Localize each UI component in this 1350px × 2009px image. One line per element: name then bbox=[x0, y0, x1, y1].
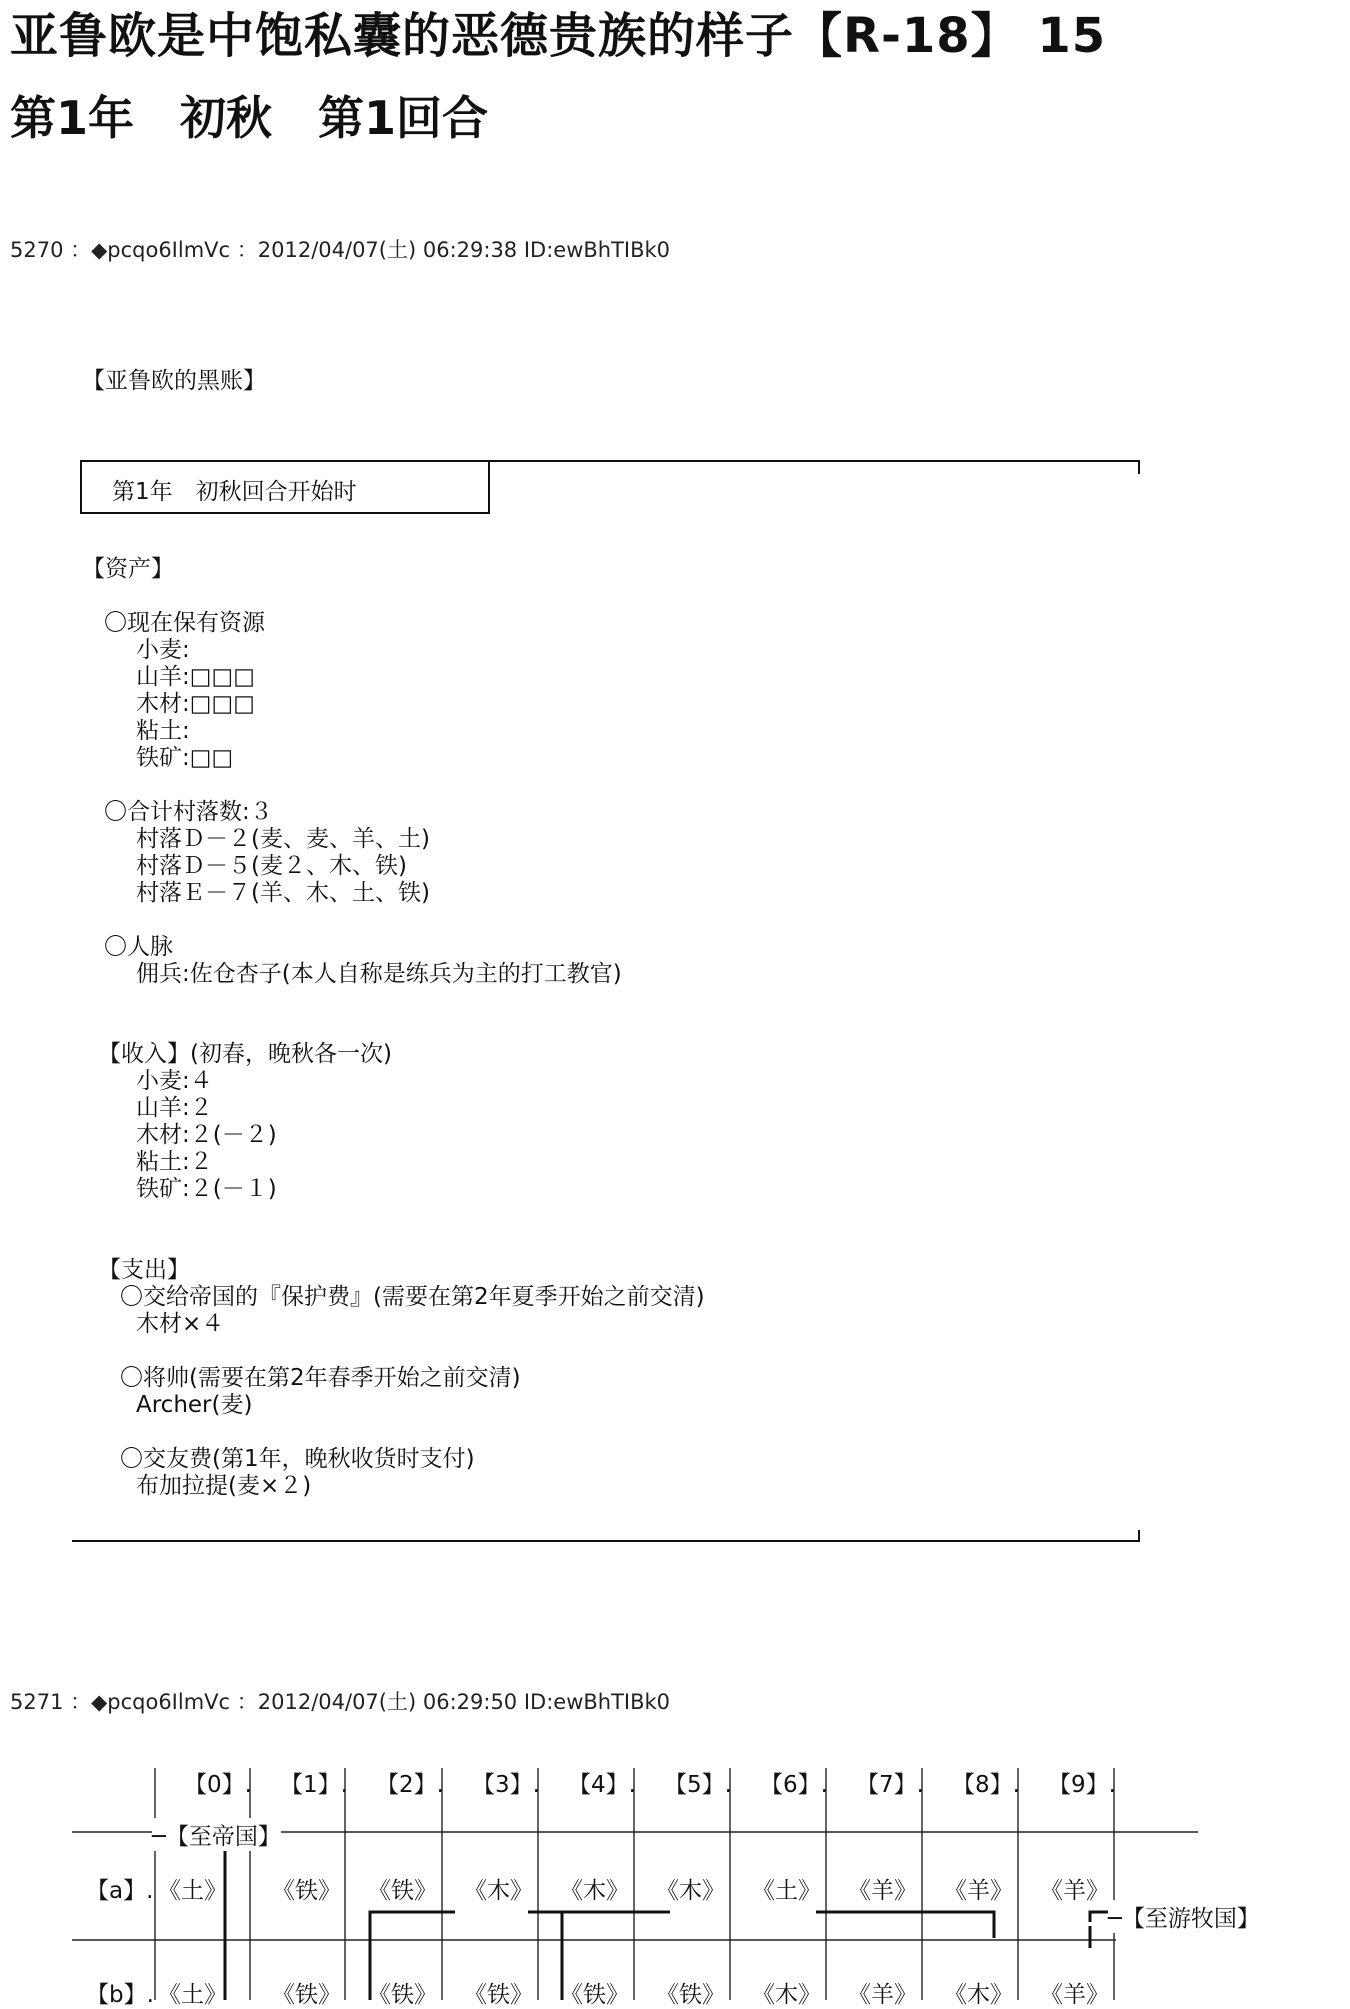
expense-title: 〇交给帝国的『保护费』(需要在第2年夏季开始之前交清) bbox=[120, 1284, 705, 1310]
map-cell: 《羊》 bbox=[944, 1878, 1013, 1904]
map-col-label: 【0】. bbox=[184, 1772, 252, 1798]
map-cell: 《铁》 bbox=[272, 1982, 341, 2008]
box-bottom-border bbox=[72, 1540, 1140, 1542]
village-line: 村落Ｄ－２(麦、麦、羊、土) bbox=[136, 826, 430, 852]
assets-heading: 【资产】 bbox=[82, 556, 174, 582]
ledger-heading: 【亚鲁欧的黑账】 bbox=[82, 368, 266, 394]
map-cell: 《土》 bbox=[158, 1878, 227, 1904]
expense-detail: Archer(麦) bbox=[136, 1392, 253, 1418]
people-heading: 〇人脉 bbox=[104, 934, 173, 960]
post-header: 5271 ：◆pcqo6IlmVc ：2012/04/07(土) 06:29:50 ID:ewBhTIBk0 bbox=[10, 1690, 671, 1714]
map-cell: 《木》 bbox=[752, 1982, 821, 2008]
map-cell: 《木》 bbox=[656, 1878, 725, 1904]
map-cell: 《木》 bbox=[464, 1878, 533, 1904]
map-col-label: 【6】. bbox=[760, 1772, 828, 1798]
map-cell: 《铁》 bbox=[464, 1982, 533, 2008]
expense-heading: 【支出】 bbox=[98, 1257, 190, 1283]
map-cell: 《羊》 bbox=[1040, 1982, 1109, 2008]
map-col-label: 【2】. bbox=[376, 1772, 444, 1798]
map-cell: 《铁》 bbox=[368, 1982, 437, 2008]
income-line: 山羊:２ bbox=[136, 1095, 213, 1121]
resource-line: 粘土: bbox=[136, 718, 190, 744]
map-cell: 《土》 bbox=[752, 1878, 821, 1904]
village-line: 村落Ｄ－５(麦２、木、铁) bbox=[136, 853, 407, 879]
box-left-border bbox=[80, 460, 82, 514]
box-title-divider bbox=[488, 460, 490, 514]
hex-map bbox=[0, 1740, 1350, 2008]
expense-title: 〇将帅(需要在第2年春季开始之前交清) bbox=[120, 1365, 521, 1391]
map-label-nomad: ─【至游牧国】 bbox=[1108, 1900, 1260, 1933]
map-label-empire: ─【至帝国】 bbox=[152, 1818, 281, 1851]
map-col-label: 【9】. bbox=[1048, 1772, 1116, 1798]
income-heading: 【收入】(初春，晚秋各一次) bbox=[98, 1041, 392, 1067]
map-cell: 《羊》 bbox=[848, 1982, 917, 2008]
resource-line: 小麦: bbox=[136, 637, 190, 663]
income-line: 铁矿:２(－１) bbox=[136, 1176, 277, 1202]
resource-line: 山羊:□□□ bbox=[136, 664, 255, 690]
box-title: 第1年 初秋回合开始时 bbox=[112, 479, 357, 505]
map-col-label: 【1】. bbox=[280, 1772, 348, 1798]
map-cell: 《铁》 bbox=[272, 1878, 341, 1904]
resources-heading: 〇现在保有资源 bbox=[104, 610, 265, 636]
map-row-label: 【a】. bbox=[86, 1878, 154, 1904]
map-cell: 《木》 bbox=[944, 1982, 1013, 2008]
village-line: 村落Ｅ－７(羊、木、土、铁) bbox=[136, 880, 430, 906]
map-cell: 《羊》 bbox=[848, 1878, 917, 1904]
map-row-label: 【b】. bbox=[86, 1982, 154, 2008]
box-right-tick bbox=[1138, 460, 1140, 474]
map-col-label: 【4】. bbox=[568, 1772, 636, 1798]
expense-detail: 布加拉提(麦×２) bbox=[136, 1473, 312, 1499]
villages-heading: 〇合计村落数:３ bbox=[104, 799, 273, 825]
map-cell: 《木》 bbox=[560, 1878, 629, 1904]
people-line: 佣兵:佐仓杏子(本人自称是练兵为主的打工教官) bbox=[136, 961, 622, 987]
box-top-border bbox=[80, 460, 1140, 462]
post-header: 5270 ：◆pcqo6IlmVc ：2012/04/07(土) 06:29:38 ID:ewBhTIBk0 bbox=[10, 238, 671, 262]
map-col-label: 【3】. bbox=[472, 1772, 540, 1798]
page-subtitle: 第1年 初秋 第1回合 bbox=[10, 91, 489, 145]
map-cell: 《土》 bbox=[158, 1982, 227, 2008]
income-line: 木材:２(－２) bbox=[136, 1122, 277, 1148]
expense-title: 〇交友费(第1年，晚秋收货时支付) bbox=[120, 1446, 475, 1472]
map-col-label: 【8】. bbox=[952, 1772, 1020, 1798]
map-cell: 《铁》 bbox=[368, 1878, 437, 1904]
map-col-label: 【5】. bbox=[664, 1772, 732, 1798]
box-title-underline bbox=[80, 512, 490, 514]
resource-line: 木材:□□□ bbox=[136, 691, 255, 717]
map-col-label: 【7】. bbox=[856, 1772, 924, 1798]
income-line: 小麦:４ bbox=[136, 1068, 213, 1094]
map-cell: 《铁》 bbox=[656, 1982, 725, 2008]
income-line: 粘土:２ bbox=[136, 1149, 213, 1175]
resource-line: 铁矿:□□ bbox=[136, 745, 234, 771]
expense-detail: 木材×４ bbox=[136, 1311, 225, 1337]
page-title: 亚鲁欧是中饱私囊的恶德贵族的样子【R-18】 15 bbox=[10, 8, 1107, 64]
map-cell: 《铁》 bbox=[560, 1982, 629, 2008]
map-cell: 《羊》 bbox=[1040, 1878, 1109, 1904]
